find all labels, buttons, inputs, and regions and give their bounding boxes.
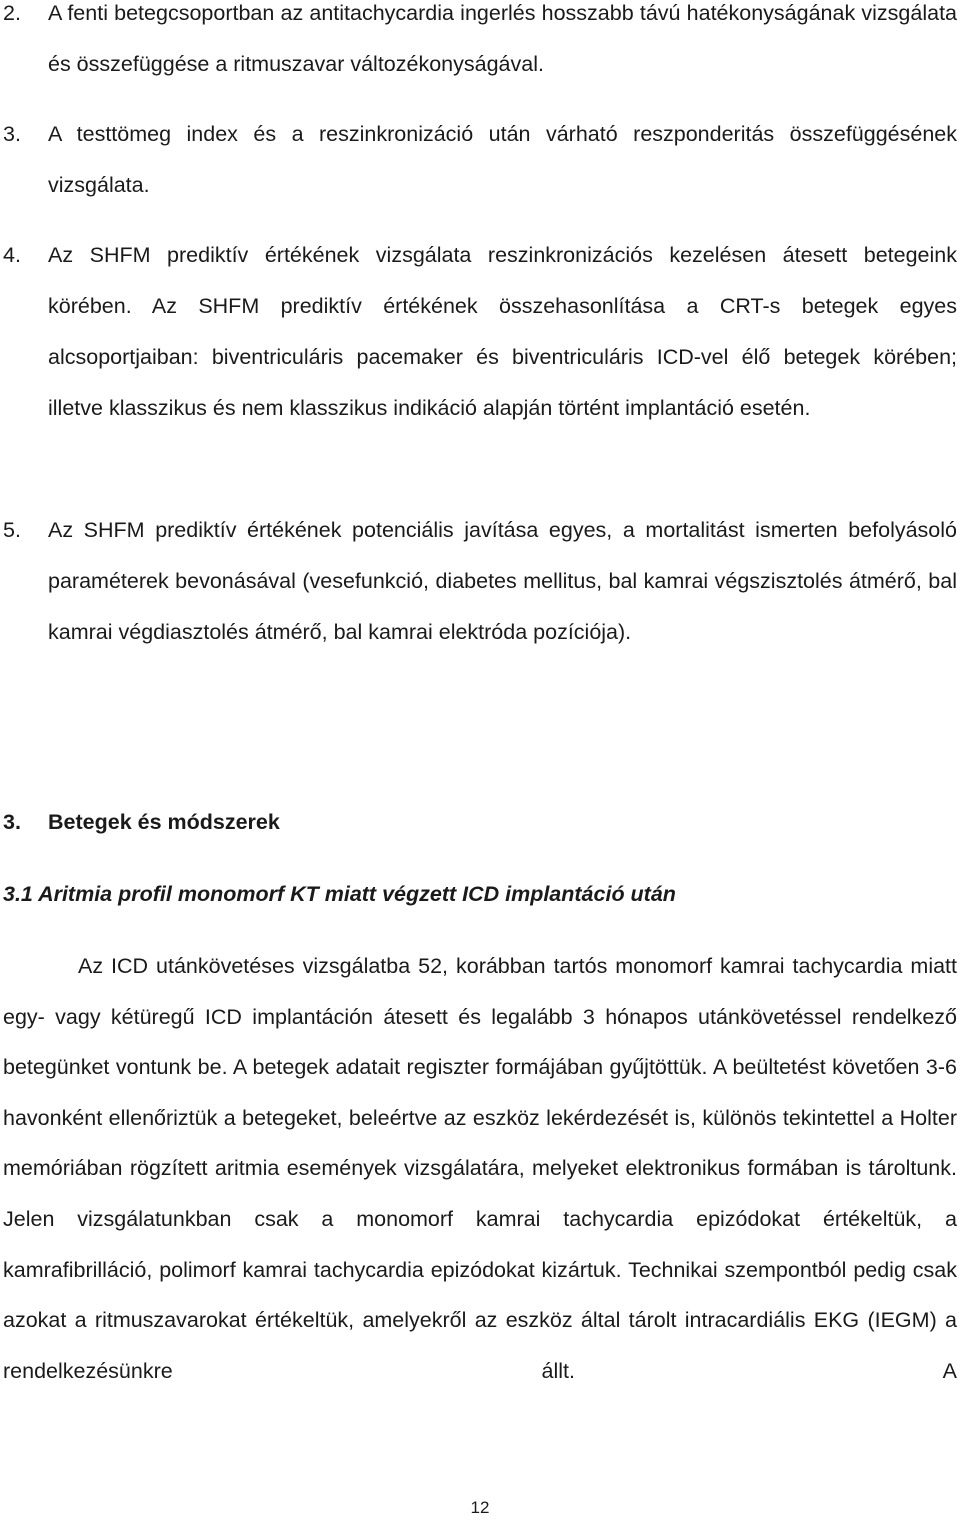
list-item-number: 5. [3, 518, 21, 542]
list-item-3 [0, 109, 957, 211]
list-item-text: Az SHFM prediktív értékének potenciális javítása egyes, a mortalitást ismerten befolyásoló paraméterek bevonásával (vesefunkció, diabetes mellitus, bal kamrai végszisztolés átmérő, bal kamrai végdiasztolés átmérő, bal kamrai elektróda pozíciója). [48, 518, 957, 644]
subsection-heading: 3.1 Aritmia profil monomorf KT miatt végzett ICD implantáció után [3, 882, 676, 906]
list-item-number: 4. [3, 243, 21, 267]
section-number: 3. [3, 810, 21, 834]
list-item-number: 3. [3, 122, 21, 146]
body-paragraph: Az ICD utánkövetéses vizsgálatba 52, korábban tartós monomorf kamrai tachycardia miatt egy- vagy kétüregű ICD implantáción átesett és legalább 3 hónapos utánkövetéssel rendelkező betegünket vontunk be. A betegek adatait regiszter formájában gyűjtöttük. A beültetést követően 3-6 havonként ellenőriztük a betegeket, beleértve az eszköz lekérdezését is, különös tekintettel a Holter memóriában rögzített aritmia események vizsgálatára, melyeket elektronikus formában is tároltunk. Jelen vizsgálatunkban csak a monomorf kamrai tachycardia epizódokat értékeltük, a kamrafibrilláció, polimorf kamrai tachycardia epizódokat kizártuk. Technikai szempontból pedig csak azokat a ritmuszavarokat értékeltük, amelyekről az eszköz által tárolt intracardiális EKG (IEGM) a rendelkezésünkre állt. A [3, 954, 957, 1383]
list-item-text: A fenti betegcsoportban az antitachycardia ingerlés hosszabb távú hatékonyságának vizsgálata és összefüggése a ritmuszavar változékonyságával. [48, 1, 957, 76]
section-heading [3, 804, 280, 840]
section-title: Betegek és módszerek [48, 810, 280, 834]
list-item-text: Az SHFM prediktív értékének vizsgálata reszinkronizációs kezelésen átesett betegeink körében. Az SHFM prediktív értékének összehasonlítása a CRT-s betegek egyes alcsoportjaiban: biventriculáris pacemaker és biventriculáris ICD-vel élő betegek körében; illetve klasszikus és nem klasszikus indikáció alapján történt implantáció esetén. [48, 243, 957, 420]
page-number: 12 [470, 1498, 490, 1517]
list-item-2 [0, 0, 957, 90]
list-item-number: 2. [3, 1, 21, 25]
list-item-4 [0, 230, 957, 434]
list-item-text: A testtömeg index és a reszinkronizáció után várható reszponderitás összefüggésének vizsgálata. [48, 122, 957, 197]
list-item-5 [0, 505, 957, 658]
